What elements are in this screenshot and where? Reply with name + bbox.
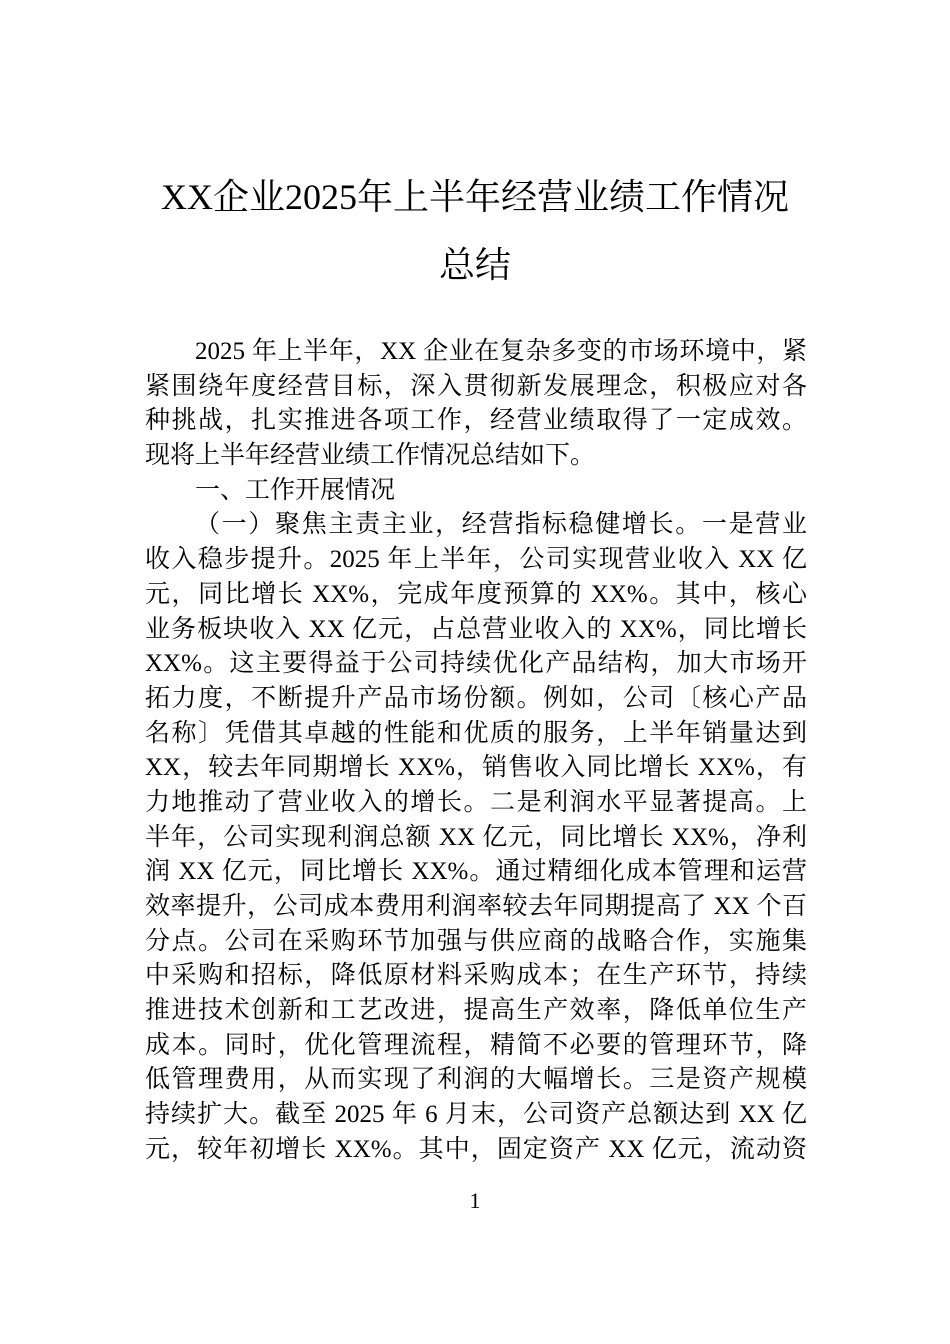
body-text-line: 名称〕凭借其卓越的性能和优质的服务，上半年销量达到 xyxy=(145,719,807,747)
body-text-line: 推进技术创新和工艺改进，提高生产效率，降低单位生产 xyxy=(145,997,807,1025)
body-text-line: 半年，公司实现利润总额 XX 亿元，同比增长 XX%，净利 xyxy=(145,823,807,851)
body-text-line: 中采购和招标，降低原材料采购成本；在生产环节，持续 xyxy=(145,962,807,990)
body-text-line: 拓力度，不断提升产品市场份额。例如，公司〔核心产品 xyxy=(145,684,807,712)
body-text-line: 力地推动了营业收入的增长。二是利润水平显著提高。上 xyxy=(145,788,807,816)
document-body xyxy=(145,335,807,1168)
document-title-line-2: 总结 xyxy=(438,245,511,285)
body-text-line: 一、工作开展情况 xyxy=(195,476,396,504)
body-text-line: 分点。公司在采购环节加强与供应商的战略合作，实施集 xyxy=(145,927,807,955)
body-text-line: 效率提升，公司成本费用利润率较去年同期提高了 XX 个百 xyxy=(145,893,807,920)
body-text-line: 2025 年上半年，XX 企业在复杂多变的市场环境中，紧 xyxy=(195,338,807,365)
body-text-line: 成本。同时，优化管理流程，精简不必要的管理环节，降 xyxy=(145,1031,807,1059)
body-text-line: 润 XX 亿元，同比增长 XX%。通过精细化成本管理和运营 xyxy=(145,858,807,886)
body-text-line: 业务板块收入 XX 亿元，占总营业收入的 XX%，同比增长 xyxy=(145,615,807,643)
body-text-line: 种挑战，扎实推进各项工作，经营业绩取得了一定成效。 xyxy=(145,407,807,435)
body-text-line: （一）聚焦主责主业，经营指标稳健增长。一是营业 xyxy=(195,511,807,539)
body-text-line: 现将上半年经营业绩工作情况总结如下。 xyxy=(145,442,596,470)
body-text-line: 元，较年初增长 XX%。其中，固定资产 XX 亿元，流动资 xyxy=(145,1135,807,1163)
body-text-line: XX%。这主要得益于公司持续优化产品结构，加大市场开 xyxy=(145,650,807,678)
body-text-line: 持续扩大。截至 2025 年 6 月末，公司资产总额达到 XX 亿 xyxy=(145,1101,807,1129)
body-text-line: 收入稳步提升。2025 年上半年，公司实现营业收入 XX 亿 xyxy=(145,546,807,574)
document-title-line-1: XX企业2025年上半年经营业绩工作情况 xyxy=(161,177,789,217)
body-text-line: 元，同比增长 XX%，完成年度预算的 XX%。其中，核心 xyxy=(145,580,807,608)
page-number: 1 xyxy=(469,1188,481,1213)
body-text-line: 紧围绕年度经营目标，深入贯彻新发展理念，积极应对各 xyxy=(145,372,807,400)
body-text-line: XX，较去年同期增长 XX%，销售收入同比增长 XX%，有 xyxy=(145,754,807,782)
body-text-line: 低管理费用，从而实现了利润的大幅增长。三是资产规模 xyxy=(145,1066,807,1094)
